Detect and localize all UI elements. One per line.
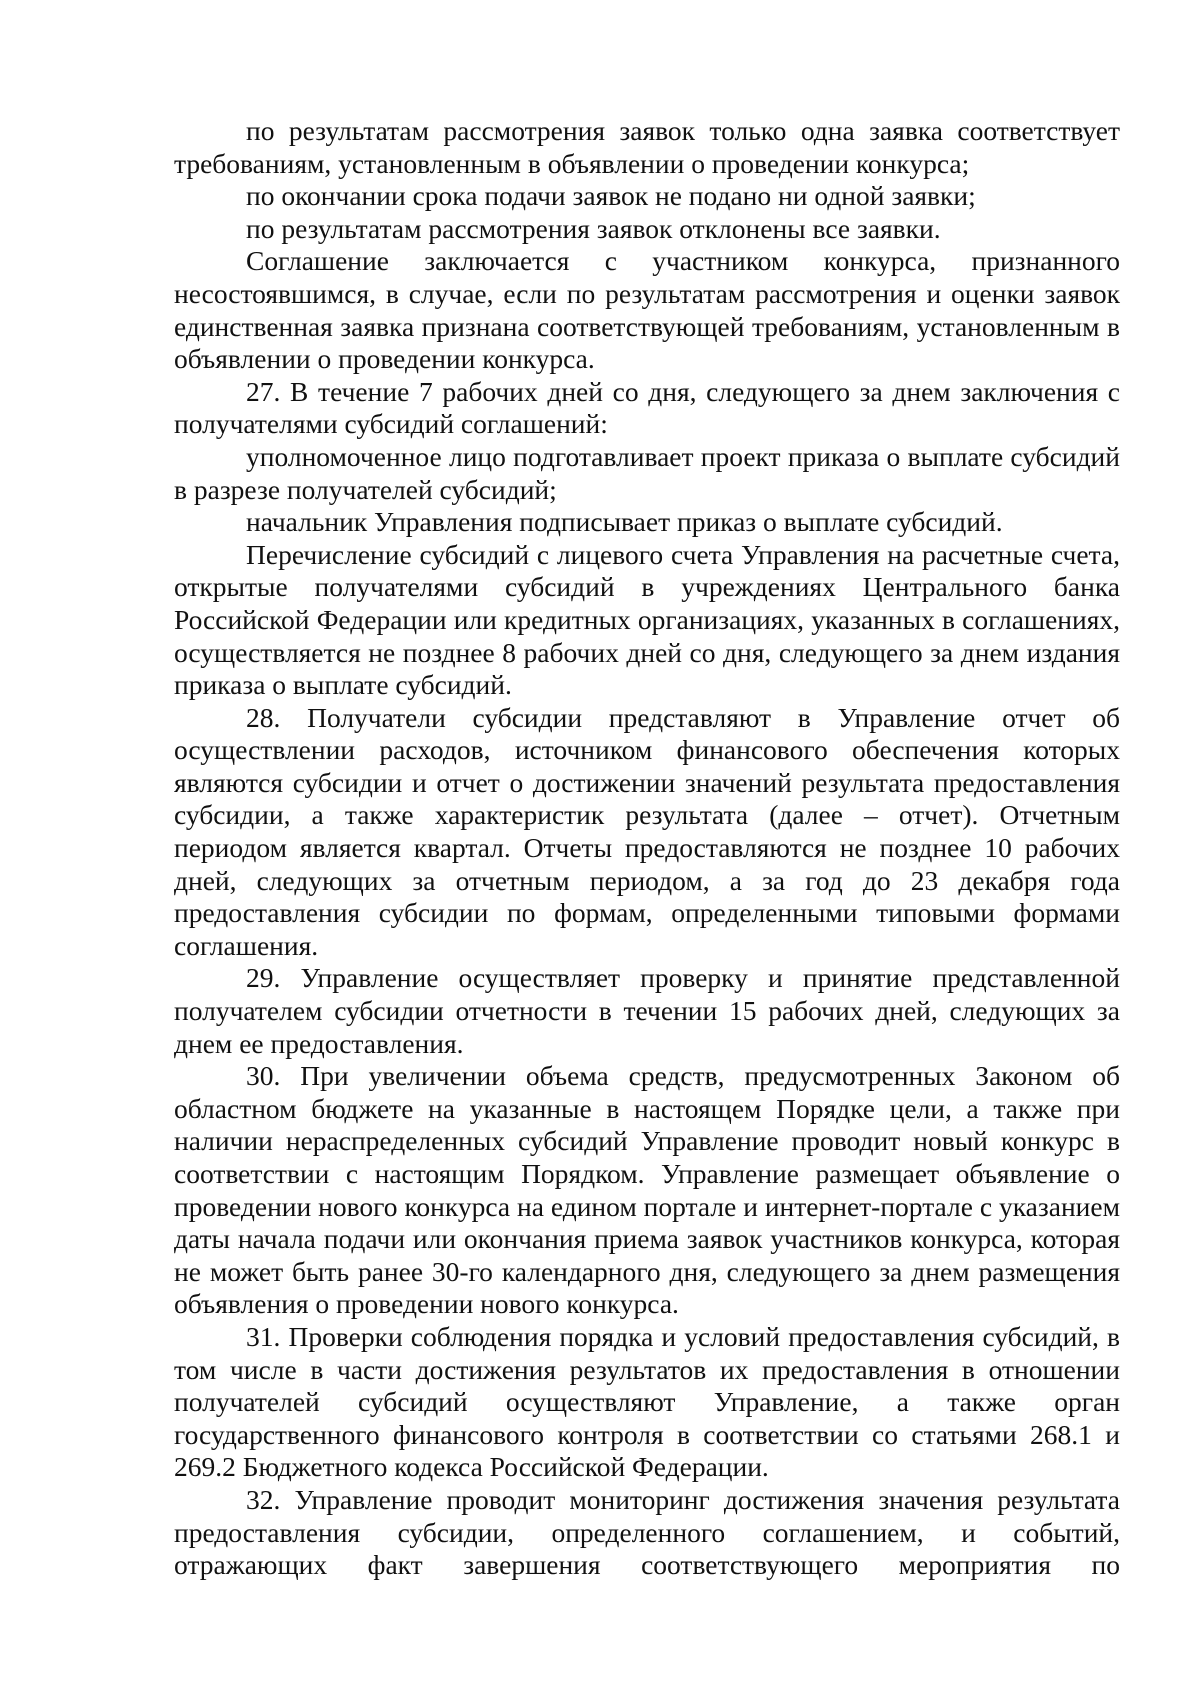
document-body xyxy=(174,115,1120,1582)
paragraph-clause-27: 27. В течение 7 рабочих дней со дня, следующего за днем заключения с получателями субсидий соглашений: xyxy=(174,375,1120,440)
paragraph-clause-31: 31. Проверки соблюдения порядка и условий предоставления субсидий, в том числе в части достижения результатов их предоставления в отношении получателей субсидий осуществляют Управление, а также орган государственного финансового контроля в соответствии со статьями 268.1 и 269.2 Бюджетного кодекса Российской Федерации. xyxy=(174,1320,1120,1483)
paragraph-criterion-all-rejected: по результатам рассмотрения заявок отклонены все заявки. xyxy=(246,212,941,244)
paragraph-clause-28: 28. Получатели субсидии представляют в Управление отчет об осуществлении расходов, источником финансового обеспечения которых являются субсидии и отчет о достижении значений результата предоставления субсидии, а также характеристик результата (далее – отчет). Отчетным периодом является квартал. Отчеты предоставляются не позднее 10 рабочих дней, следующих за отчетным периодом, а за год до 23 декабря года предоставления субсидии по формам, определенными типовыми формами соглашения. xyxy=(174,701,1120,961)
paragraph-transfer-of-subsidies: Перечисление субсидий с лицевого счета Управления на расчетные счета, открытые получателями субсидий в учреждениях Центрального банка Российской Федерации или кредитных организациях, указанных в соглашениях, осуществляется не позднее 8 рабочих дней со дня, следующего за днем издания приказа о выплате субсидий. xyxy=(174,538,1120,701)
paragraph-criterion-no-applications: по окончании срока подачи заявок не подано ни одной заявки; xyxy=(246,180,976,212)
paragraph-clause-29: 29. Управление осуществляет проверку и принятие представленной получателем субсидии отчетности в течении 15 рабочих дней, следующих за днем ее предоставления. xyxy=(174,962,1120,1059)
paragraph-authorized-person: уполномоченное лицо подготавливает проект приказа о выплате субсидий в разрезе получателей субсидий; xyxy=(174,440,1120,505)
paragraph-clause-30: 30. При увеличении объема средств, предусмотренных Законом об областном бюджете на указанные в настоящем Порядке цели, а также при наличии нераспределенных субсидий Управление проводит новый конкурс в соответствии с настоящим Порядком. Управление размещает объявление о проведении нового конкурса на едином портале и интернет-портале с указанием даты начала подачи или окончания приема заявок участников конкурса, которая не может быть ранее 30-го календарного дня, следующего за днем размещения объявления о проведении нового конкурса. xyxy=(174,1060,1120,1320)
paragraph-head-signs-order: начальник Управления подписывает приказ о выплате субсидий. xyxy=(246,506,1003,538)
paragraph-agreement-concluded: Соглашение заключается с участником конкурса, признанного несостоявшимся, в случае, если по результатам рассмотрения и оценки заявок единственная заявка признана соответствующей требованиям, установленным в объявлении о проведении конкурса. xyxy=(174,245,1120,375)
paragraph-clause-32: 32. Управление проводит мониторинг достижения значения результата предоставления субсидии, определенного соглашением, и событий, отражающих факт завершения соответствующего мероприятия по xyxy=(174,1483,1120,1581)
paragraph-criterion-single-application: по результатам рассмотрения заявок только одна заявка соответствует требованиям, установленным в объявлении о проведении конкурса; xyxy=(174,115,1120,179)
